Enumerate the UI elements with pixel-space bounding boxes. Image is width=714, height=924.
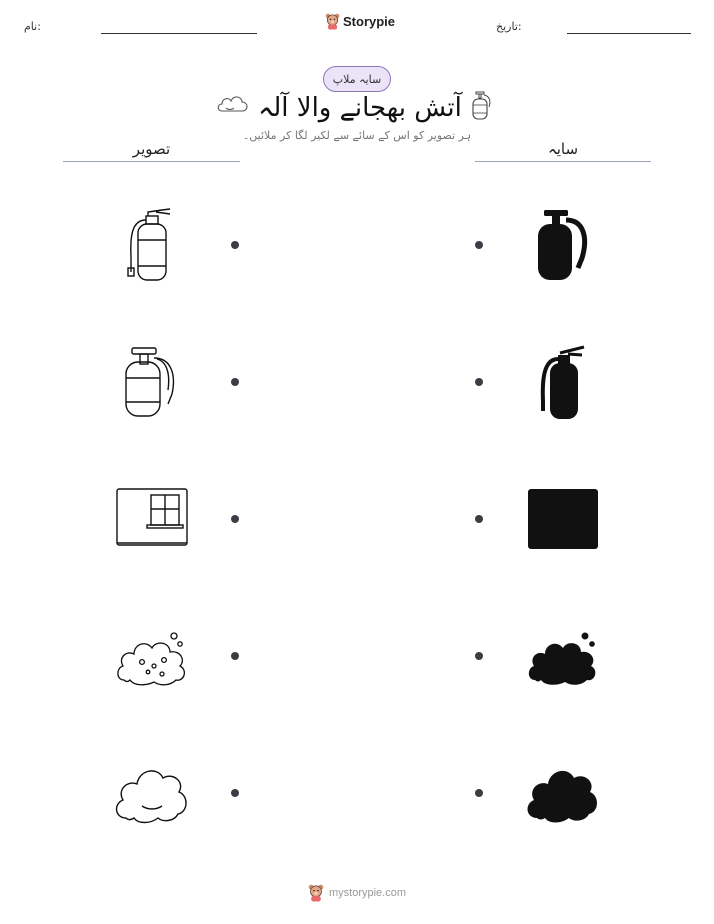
date-write-line[interactable] [567, 33, 691, 34]
name-label: نام: [24, 20, 41, 33]
name-write-line[interactable] [101, 33, 257, 34]
match-dot-right[interactable] [475, 652, 483, 660]
brand-name: Storypie [343, 14, 396, 29]
match-dot-left[interactable] [231, 241, 239, 249]
column-header-shadow: سایہ [547, 140, 579, 158]
bear-mascot-icon [325, 13, 340, 30]
column-rule-left [63, 161, 240, 162]
match-dot-right[interactable] [475, 378, 483, 386]
footer [308, 884, 406, 902]
foam-cloud-shadow-icon [525, 624, 601, 688]
instructions: ہر تصویر کو اس کے سائے سے لکیر لگا کر ملائیں۔ [242, 129, 472, 142]
smoke-cloud-icon [112, 762, 190, 824]
match-dot-right[interactable] [475, 789, 483, 797]
column-rule-right [475, 161, 651, 162]
date-label: تاریخ: [496, 20, 522, 33]
match-dot-right[interactable] [475, 515, 483, 523]
fire-alarm-panel-icon [115, 487, 189, 551]
footer-website[interactable]: mystorypie.com [329, 887, 407, 899]
match-dot-left[interactable] [231, 789, 239, 797]
bear-mascot-icon [308, 884, 324, 902]
gas-cylinder-icon [124, 346, 178, 420]
match-dot-left[interactable] [231, 378, 239, 386]
panel-shadow-icon [526, 487, 600, 551]
page-title: آتش بھجانے والا آلہ [258, 93, 462, 123]
smoke-cloud-shadow-icon [523, 762, 601, 824]
fire-extinguisher-shadow-icon [538, 345, 586, 421]
foam-cloud-icon [114, 624, 190, 688]
gas-cylinder-shadow-icon [536, 208, 590, 282]
match-dot-left[interactable] [231, 652, 239, 660]
brand-logo [325, 13, 395, 30]
gas-cylinder-icon [469, 90, 493, 122]
match-dot-right[interactable] [475, 241, 483, 249]
activity-badge: سایہ ملاپ [323, 66, 391, 92]
fire-extinguisher-icon [126, 206, 176, 284]
match-dot-left[interactable] [231, 515, 239, 523]
column-header-picture: تصویر [132, 140, 171, 158]
